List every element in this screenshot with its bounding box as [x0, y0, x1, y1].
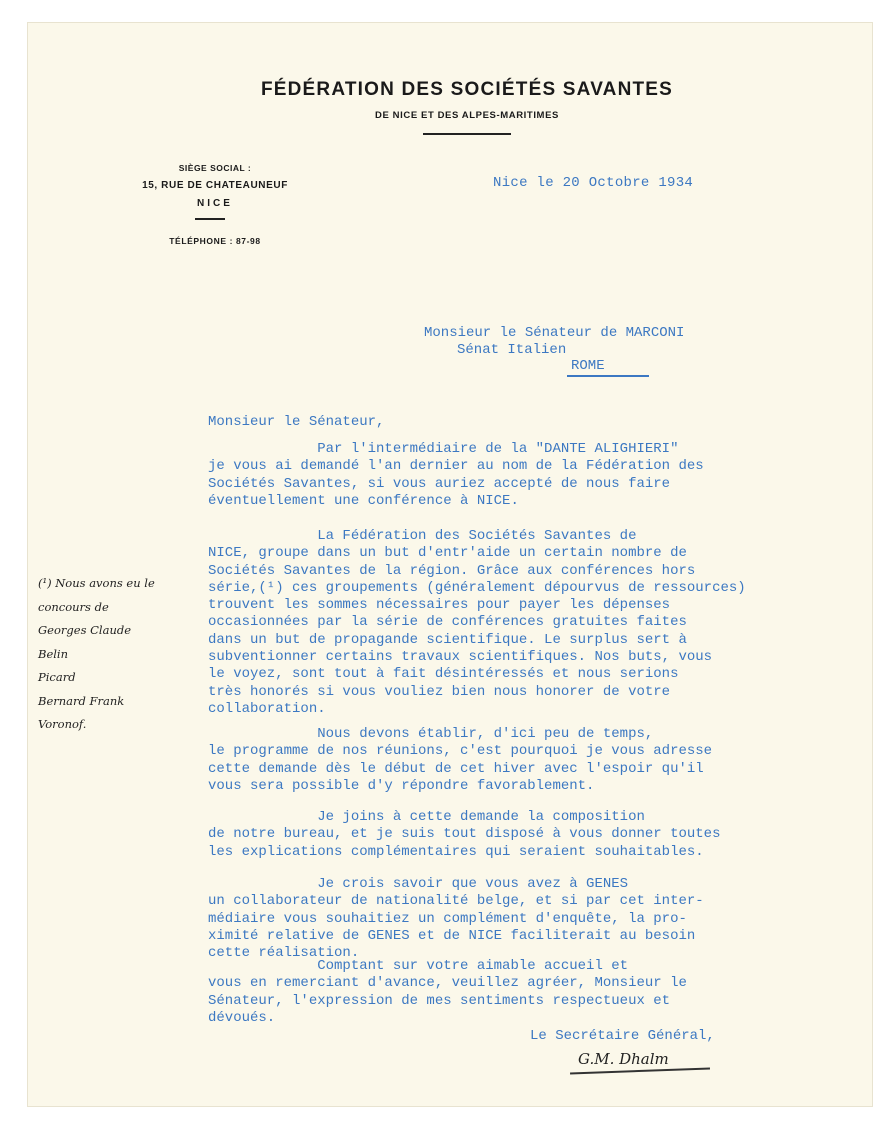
margin-note-line: (¹) Nous avons eu le	[38, 576, 155, 590]
paragraph-line: je vous ai demandé l'an dernier au nom de la Fédération des	[208, 458, 704, 475]
paragraph-line: occasionnées par la série de conférences gratuites faites	[208, 614, 687, 631]
recipient-underline	[567, 375, 649, 377]
paragraph-line: Je joins à cette demande la composition	[208, 809, 645, 825]
margin-note-line: concours de	[38, 599, 109, 614]
date-line: Nice le 20 Octobre 1934	[493, 175, 694, 191]
margin-note-line: Georges Claude	[38, 623, 132, 637]
paragraph-line: Sociétés Savantes de la région. Grâce aux conférences hors	[208, 562, 696, 579]
paragraph-4	[208, 809, 838, 861]
letterhead-divider	[423, 133, 511, 135]
paragraph-2	[208, 528, 838, 718]
salutation: Monsieur le Sénateur,	[208, 414, 385, 430]
paragraph-line: collaboration.	[208, 700, 326, 717]
paragraph-line: vous en remerciant d'avance, veuillez agréer, Monsieur le	[208, 975, 687, 992]
recipient-line-3: ROME	[571, 358, 605, 374]
paragraph-line: ximité relative de GENES et de NICE faciliterait au besoin	[208, 927, 696, 944]
recipient-line-2: Sénat Italien	[457, 342, 567, 358]
margin-note-line: Bernard Frank	[38, 693, 125, 708]
paragraph-3	[208, 726, 838, 795]
paragraph-line: un collaborateur de nationalité belge, et si par cet inter-	[208, 893, 704, 910]
paragraph-line: Je crois savoir que vous avez à GENES	[208, 876, 629, 892]
paragraph-line: Comptant sur votre aimable accueil et	[208, 958, 629, 974]
paragraph-line: dévoués.	[208, 1009, 276, 1026]
address-street: 15, RUE DE CHATEAUNEUF	[142, 180, 288, 191]
paragraph-1	[208, 441, 838, 510]
address-label: SIÈGE SOCIAL :	[178, 163, 252, 173]
margin-note-line: Voronof.	[38, 717, 87, 731]
paragraph-line: trouvent les sommes nécessaires pour payer les dépenses	[208, 597, 671, 614]
paragraph-line: subventionner certains travaux scientifiques. Nos buts, vous	[208, 649, 713, 666]
telephone: TÉLÉPHONE : 87-98	[169, 236, 261, 246]
paragraph-line: La Fédération des Sociétés Savantes de	[208, 528, 637, 544]
paragraph-line: le voyez, sont tout à fait désintéressés et nous serions	[208, 666, 679, 683]
paragraph-line: Sociétés Savantes, si vous auriez accepté de nous faire	[208, 475, 671, 492]
paragraph-line: NICE, groupe dans un but d'entr'aide un certain nombre de	[208, 545, 687, 562]
margin-note-line: Picard	[38, 670, 76, 684]
paragraph-line: Nous devons établir, d'ici peu de temps,	[208, 726, 654, 742]
paragraph-line: éventuellement une conférence à NICE.	[208, 492, 519, 509]
signature: G.M. Dhalm	[578, 1050, 669, 1068]
paragraph-line: Sénateur, l'expression de mes sentiments respectueux et	[208, 992, 671, 1009]
paragraph-5	[208, 876, 838, 962]
paragraph-line: les explications complémentaires qui seraient souhaitables.	[208, 843, 704, 860]
paragraph-line: le programme de nos réunions, c'est pourquoi je vous adresse	[208, 743, 713, 760]
address-divider	[195, 218, 225, 220]
paragraph-line: de notre bureau, et je suis tout disposé à vous donner toutes	[208, 826, 721, 843]
letterhead-title: FÉDÉRATION DES SOCIÉTÉS SAVANTES	[260, 79, 674, 100]
margin-note	[38, 572, 198, 737]
paragraph-line: cette demande dès le début de cet hiver avec l'espoir qu'il	[208, 760, 704, 777]
paragraph-line: médiaire vous souhaitiez un complément d'enquête, la pro-	[208, 910, 687, 927]
paragraph-6	[208, 958, 838, 1027]
recipient-line-1: Monsieur le Sénateur de MARCONI	[424, 325, 685, 341]
paragraph-line: série,(¹) ces groupements (généralement dépourvus de ressources)	[208, 579, 746, 596]
paragraph-line: vous sera possible d'y répondre favorablement.	[208, 777, 595, 794]
paragraph-line: dans un but de propagande scientifique. Le surplus sert à	[208, 631, 687, 648]
address-city: NICE	[197, 198, 233, 209]
letterhead-subtitle: DE NICE ET DES ALPES-MARITIMES	[375, 110, 559, 121]
paragraph-line: très honorés si vous vouliez bien nous honorer de votre	[208, 683, 671, 700]
paragraph-line: cette réalisation.	[208, 945, 360, 962]
closing: Le Secrétaire Général,	[530, 1028, 715, 1044]
paragraph-line: Par l'intermédiaire de la "DANTE ALIGHIERI"	[208, 441, 679, 457]
margin-note-line: Belin	[38, 646, 69, 661]
